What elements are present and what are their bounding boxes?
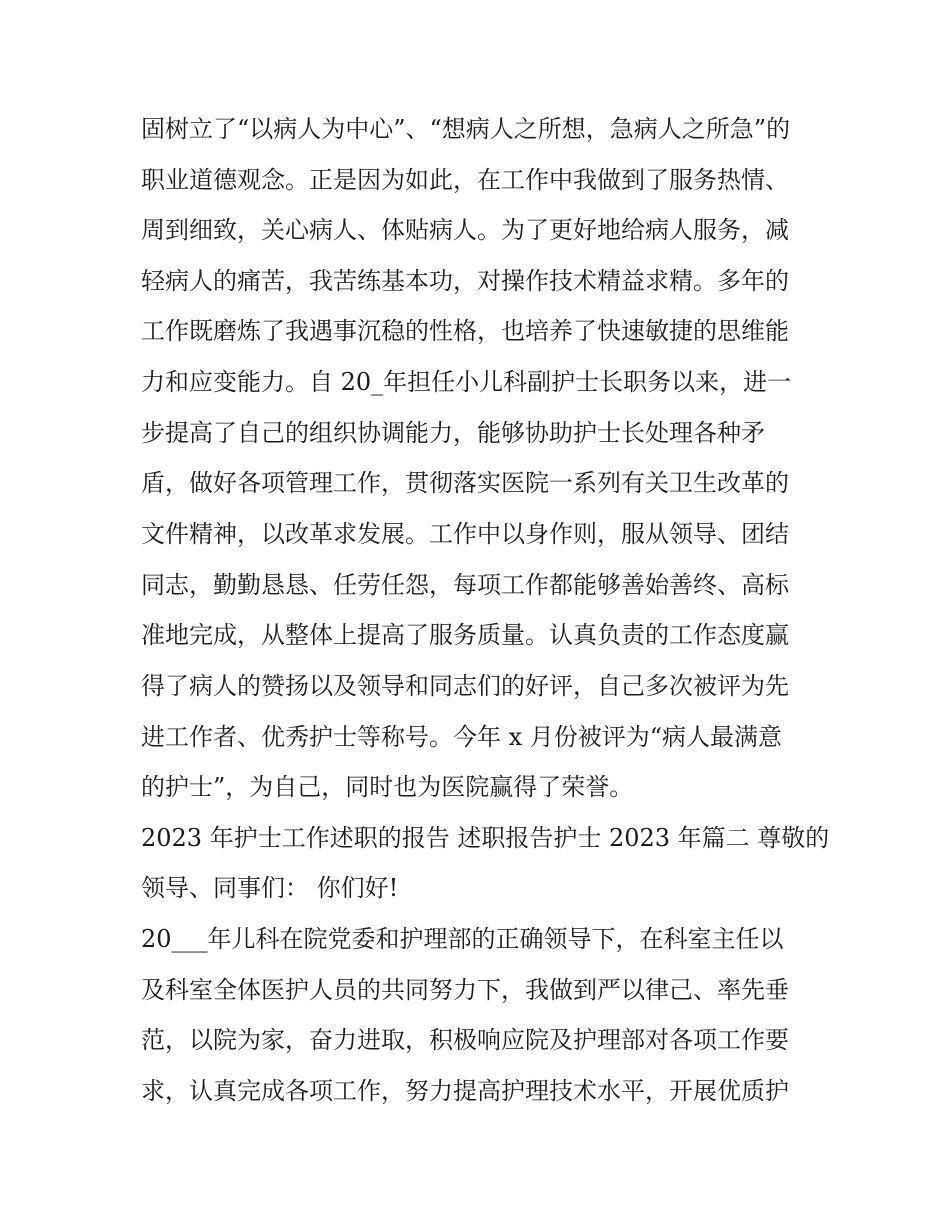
text-line: 职业道德观念。正是因为如此，在工作中我做到了服务热情、	[141, 166, 789, 194]
text-line: 文件精神，以改革求发展。工作中以身作则，服从领导、团结	[141, 520, 789, 548]
text-line: 力和应变能力。自 20_年担任小儿科副护士长职务以来，进一	[141, 368, 792, 396]
text-line: 得了病人的赞扬以及领导和同志们的好评，自己多次被评为先	[141, 672, 789, 700]
text-line: 步提高了自己的组织协调能力，能够协助护士长处理各种矛	[141, 419, 765, 447]
text-line: 范，以院为家，奋力进取，积极响应院及护理部对各项工作要	[141, 1026, 789, 1054]
text-line: 盾，做好各项管理工作，贯彻落实医院一系列有关卫生改革的	[141, 469, 789, 497]
text-line: 领导、同事们： 你们好!	[141, 874, 399, 902]
text-line: 的护士”，为自己，同时也为医院赢得了荣誉。	[141, 773, 634, 801]
text-line: 准地完成，从整体上提高了服务质量。认真负责的工作态度赢	[141, 621, 789, 649]
text-line: 进工作者、优秀护士等称号。今年 x 月份被评为“病人最满意	[141, 723, 783, 751]
text-line: 求，认真完成各项工作，努力提高护理技术水平，开展优质护	[141, 1077, 789, 1105]
text-line: 20___年儿科在院党委和护理部的正确领导下，在科室主任以	[141, 925, 784, 953]
text-line: 及科室全体医护人员的共同努力下，我做到严以律己、率先垂	[141, 976, 789, 1004]
text-line: 周到细致，关心病人、体贴病人。为了更好地给病人服务，减	[141, 216, 789, 244]
text-line: 同志，勤勤恳恳、任劳任怨，每项工作都能够善始善终、高标	[141, 571, 789, 599]
text-line: 固树立了“以病人为中心”、“想病人之所想，急病人之所急”的	[141, 115, 791, 143]
text-line: 工作既磨炼了我遇事沉稳的性格，也培养了快速敏捷的思维能	[141, 317, 789, 345]
text-line: 轻病人的痛苦，我苦练基本功，对操作技术精益求精。多年的	[141, 267, 789, 295]
text-line: 2023 年护士工作述职的报告 述职报告护士 2023 年篇二 尊敬的	[141, 824, 830, 852]
